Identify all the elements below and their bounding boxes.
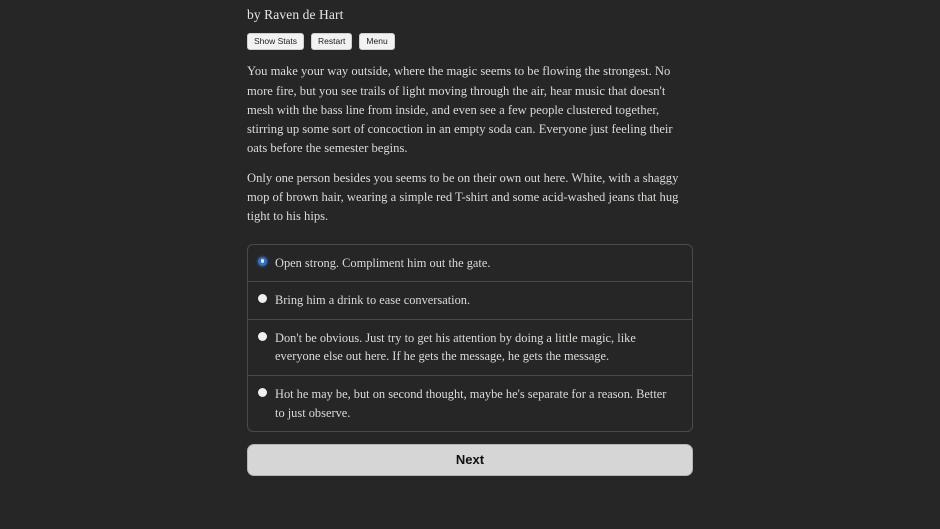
radio-icon[interactable] — [258, 294, 267, 303]
choice-option-label: Don't be obvious. Just try to get his attention by doing a little magic, like everyone else out here. If he gets the message, he gets the message. — [275, 330, 636, 364]
menu-button[interactable]: Menu — [359, 33, 394, 51]
next-button[interactable]: Next — [247, 444, 693, 476]
game-toolbar — [247, 33, 693, 51]
choice-option-4[interactable] — [248, 376, 692, 431]
radio-icon-selected[interactable] — [258, 257, 267, 266]
story-paragraph: You make your way outside, where the magic seems to be flowing the strongest. No more fire, but you see trails of light moving through the air, hear music that doesn't mesh with the bass line from inside, and even see a few people clustered together, stirring up some sort of concoction in an empty soda can. Everyone just feeling their oats before the semester begins. — [247, 64, 673, 155]
story-text — [247, 62, 693, 226]
show-stats-button[interactable]: Show Stats — [247, 33, 304, 51]
choice-list — [247, 244, 693, 433]
story-column — [247, 0, 693, 476]
choice-option-label: Open strong. Compliment him out the gate. — [275, 255, 491, 270]
choice-option-2[interactable] — [248, 282, 692, 320]
choice-option-label: Hot he may be, but on second thought, maybe he's separate for a reason. Better to just observe. — [275, 386, 667, 420]
choice-option-1[interactable] — [248, 245, 692, 283]
story-paragraph: Only one person besides you seems to be on their own out here. White, with a shaggy mop of brown hair, wearing a simple red T-shirt and some acid-washed jeans that hug tight to his hips. — [247, 171, 679, 224]
radio-icon[interactable] — [258, 388, 267, 397]
radio-icon[interactable] — [258, 332, 267, 341]
author-byline: by Raven de Hart — [247, 7, 344, 22]
choice-option-label: Bring him a drink to ease conversation. — [275, 293, 471, 308]
next-button-wrapper — [247, 444, 693, 476]
restart-button[interactable]: Restart — [311, 33, 352, 51]
choice-option-3[interactable] — [248, 320, 692, 376]
